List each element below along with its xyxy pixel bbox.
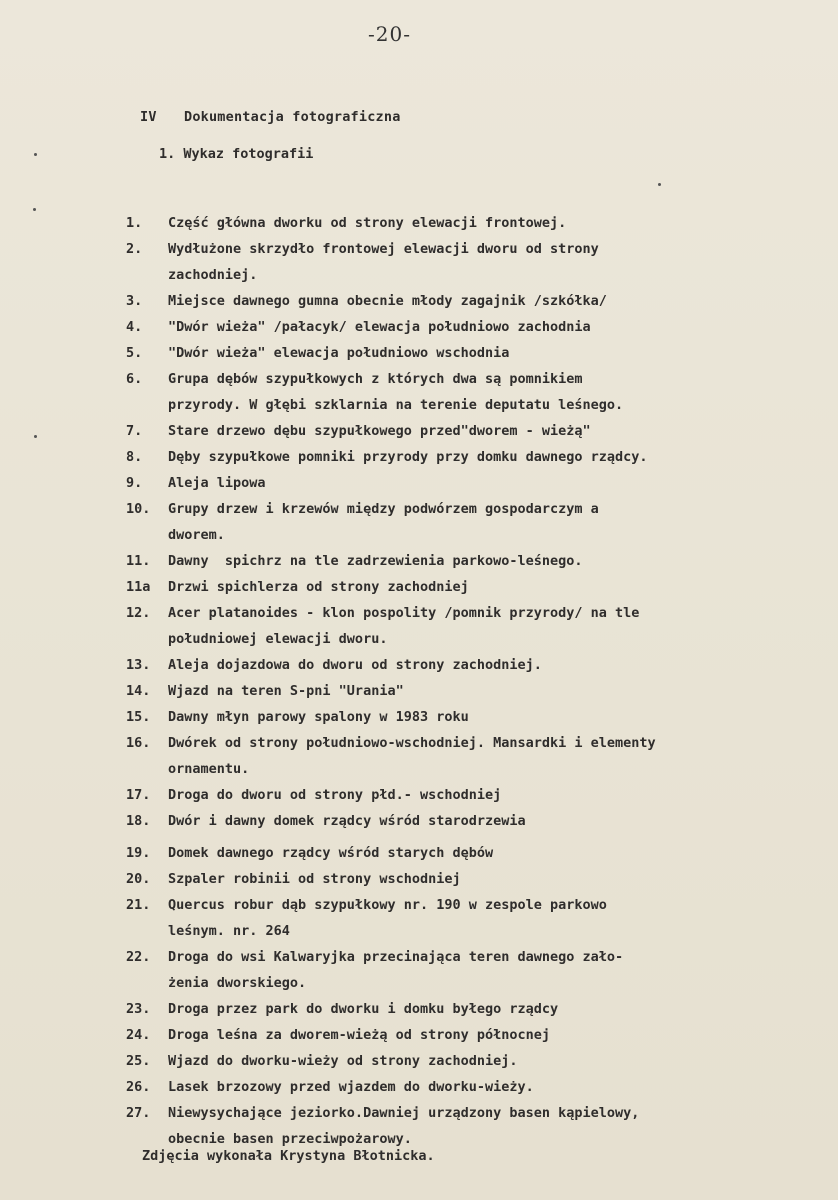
list-item xyxy=(126,704,816,730)
list-item xyxy=(126,944,816,996)
item-text: Dawny spichrz na tle zadrzewienia parkowo-leśnego. xyxy=(168,553,583,569)
item-number: 27. xyxy=(126,1105,151,1121)
item-text: Szpaler robinii od strony wschodniej xyxy=(168,871,461,887)
list-item xyxy=(126,418,816,444)
list-item xyxy=(126,1100,816,1152)
item-text: Aleja lipowa xyxy=(168,475,266,491)
list-item xyxy=(126,210,816,236)
list-item xyxy=(126,366,816,418)
item-text: Wjazd do dworku-wieży od strony zachodniej. xyxy=(168,1053,518,1069)
list-item xyxy=(126,652,816,678)
item-number: 18. xyxy=(126,813,151,829)
item-number: 1. xyxy=(126,215,143,231)
section-number: IV xyxy=(140,109,157,125)
list-item xyxy=(126,236,816,288)
item-number: 15. xyxy=(126,709,151,725)
item-number: 10. xyxy=(126,501,151,517)
item-text: Dwór i dawny domek rządcy wśród starodrzewia xyxy=(168,813,526,829)
subsection-title: 1. Wykaz fotografii xyxy=(159,146,314,162)
signature: Zdjęcia wykonała Krystyna Błotnicka. xyxy=(142,1148,435,1164)
item-number: 26. xyxy=(126,1079,151,1095)
list-item xyxy=(126,340,816,366)
list-item xyxy=(126,496,816,548)
item-number: 5. xyxy=(126,345,143,361)
list-item xyxy=(126,808,816,834)
list-item xyxy=(126,444,816,470)
item-number: 11. xyxy=(126,553,151,569)
list-item xyxy=(126,996,816,1022)
item-number: 20. xyxy=(126,871,151,887)
list-item xyxy=(126,1022,816,1048)
item-number: 19. xyxy=(126,845,151,861)
item-text: "Dwór wieża" elewacja południowo wschodnia xyxy=(168,345,510,361)
list-item xyxy=(126,1048,816,1074)
item-text: Grupa dębów szypułkowych z których dwa są pomnikiem przyrody. W głębi szklarnia na terenie deputatu leśnego. xyxy=(168,371,624,413)
section-title xyxy=(140,109,401,125)
list-item xyxy=(126,470,816,496)
item-text: Domek dawnego rządcy wśród starych dębów xyxy=(168,845,494,861)
item-number: 23. xyxy=(126,1001,151,1017)
item-number: 2. xyxy=(126,241,143,257)
list-item xyxy=(126,892,816,944)
item-text: Droga przez park do dworku i domku byłego rządcy xyxy=(168,1001,559,1017)
item-text: Niewysychające jeziorko.Dawniej urządzony basen kąpielowy, obecnie basen przeciwpożarowy. xyxy=(168,1105,640,1147)
item-text: Acer platanoides - klon pospolity /pomnik przyrody/ na tle południowej elewacji dworu. xyxy=(168,605,640,647)
list-item xyxy=(126,1074,816,1100)
item-number: 17. xyxy=(126,787,151,803)
list-item xyxy=(126,574,816,600)
item-text: Wjazd na teren S-pni "Urania" xyxy=(168,683,404,699)
item-number: 14. xyxy=(126,683,151,699)
margin-mark xyxy=(34,435,37,438)
list-item xyxy=(126,782,816,808)
item-number: 11a xyxy=(126,579,151,595)
list-item xyxy=(126,840,816,866)
item-number: 16. xyxy=(126,735,151,751)
item-text: Wydłużone skrzydło frontowej elewacji dworu od strony zachodniej. xyxy=(168,241,599,283)
list-item xyxy=(126,314,816,340)
item-number: 24. xyxy=(126,1027,151,1043)
item-number: 4. xyxy=(126,319,143,335)
item-text: Dawny młyn parowy spalony w 1983 roku xyxy=(168,709,469,725)
item-number: 7. xyxy=(126,423,143,439)
list-item xyxy=(126,288,816,314)
item-text: Droga do dworu od strony płd.- wschodniej xyxy=(168,787,502,803)
item-text: Droga do wsi Kalwaryjka przecinająca teren dawnego zało- żenia dworskiego. xyxy=(168,949,624,991)
item-text: Stare drzewo dębu szypułkowego przed"dworem - wieżą" xyxy=(168,423,591,439)
item-number: 6. xyxy=(126,371,143,387)
photo-list xyxy=(126,210,816,1152)
section-title-text: Dokumentacja fotograficzna xyxy=(184,109,401,125)
item-number: 25. xyxy=(126,1053,151,1069)
list-item xyxy=(126,730,816,782)
item-text: Quercus robur dąb szypułkowy nr. 190 w zespole parkowo leśnym. nr. 264 xyxy=(168,897,607,939)
item-text: Część główna dworku od strony elewacji frontowej. xyxy=(168,215,567,231)
item-number: 22. xyxy=(126,949,151,965)
item-number: 12. xyxy=(126,605,151,621)
item-text: Aleja dojazdowa do dworu od strony zachodniej. xyxy=(168,657,542,673)
item-text: Lasek brzozowy przed wjazdem do dworku-wieży. xyxy=(168,1079,534,1095)
margin-mark xyxy=(34,153,37,156)
list-item xyxy=(126,678,816,704)
item-text: Drzwi spichlerza od strony zachodniej xyxy=(168,579,469,595)
margin-mark xyxy=(658,183,661,186)
item-text: Droga leśna za dworem-wieżą od strony północnej xyxy=(168,1027,551,1043)
item-number: 21. xyxy=(126,897,151,913)
item-text: Grupy drzew i krzewów między podwórzem gospodarczym a dworem. xyxy=(168,501,599,543)
margin-mark xyxy=(33,208,36,211)
item-text: Dęby szypułkowe pomniki przyrody przy domku dawnego rządcy. xyxy=(168,449,648,465)
item-number: 13. xyxy=(126,657,151,673)
item-text: Dwórek od strony południowo-wschodniej. Mansardki i elementy ornamentu. xyxy=(168,735,656,777)
item-number: 3. xyxy=(126,293,143,309)
item-number: 9. xyxy=(126,475,143,491)
item-text: "Dwór wieża" /pałacyk/ elewacja południowo zachodnia xyxy=(168,319,591,335)
item-number: 8. xyxy=(126,449,143,465)
list-item xyxy=(126,600,816,652)
list-item xyxy=(126,548,816,574)
item-text: Miejsce dawnego gumna obecnie młody zagajnik /szkółka/ xyxy=(168,293,607,309)
list-item xyxy=(126,866,816,892)
page-number: -20- xyxy=(368,22,411,46)
